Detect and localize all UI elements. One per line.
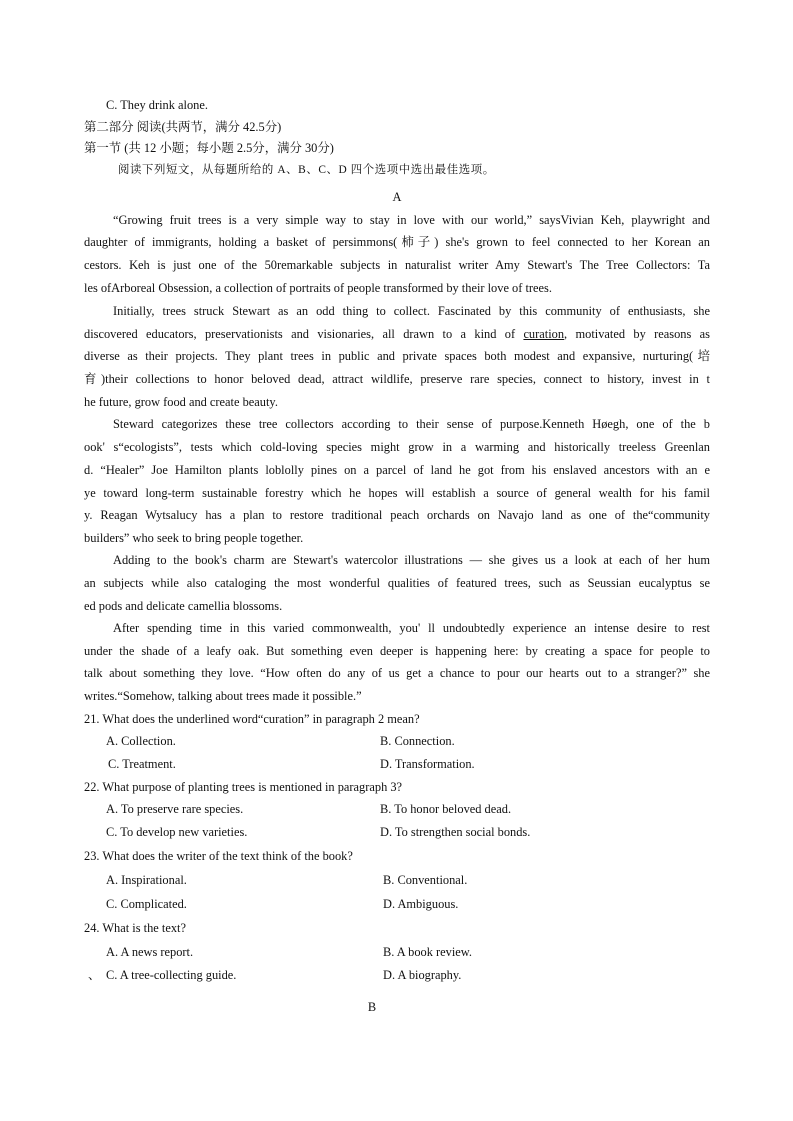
paragraph-3-line: builders” who seek to bring people together.: [84, 531, 304, 545]
question-21-stem: 21. What does the underlined word“curation” in paragraph 2 mean?: [84, 712, 420, 726]
question-22-option-a: A. To preserve rare species.: [106, 802, 244, 816]
passage-a-label: A: [392, 190, 402, 204]
question-24-option-d: D. A biography.: [383, 968, 462, 982]
paragraph-1-line: cestors. Keh is just one of the 50remarkable subjects in naturalist writer Amy Stewart's The Tree Collectors: Ta: [84, 258, 710, 272]
paragraph-5-line: talk about something they love. “How often do any of us get a chance to pour our hearts out to a stranger?” she: [84, 666, 710, 680]
question-24-option-a: A. A news report.: [106, 945, 194, 959]
underlined-word-curation: curation: [523, 327, 565, 341]
paragraph-3-line: y. Reagan Wytsalucy has a plan to restore traditional peach orchards on Navajo land as one of the“community: [84, 508, 710, 522]
paragraph-2-line: 育)their collections to honor beloved dead, attract wildlife, preserve rare species, connect to history, invest in t: [84, 372, 710, 386]
paragraph-3-line: d. “Healer” Joe Hamilton plants loblolly pines on a parcel of land he got from his enslaved ancestors with an e: [84, 463, 710, 477]
previous-option-c: C. They drink alone.: [106, 98, 208, 112]
paragraph-5-line: After spending time in this varied commonwealth, you' ll undoubtedly experience an intense desire to rest: [113, 621, 710, 635]
paragraph-4-line: Adding to the book's charm are Stewart's watercolor illustrations — she gives us a look at each of her hum: [113, 553, 710, 567]
paragraph-2-line: [84, 323, 710, 346]
passage-b-label: B: [367, 1000, 377, 1014]
question-24-stem: 24. What is the text?: [84, 921, 186, 935]
question-24-option-b: B. A book review.: [383, 945, 473, 959]
question-21-option-d: D. Transformation.: [380, 757, 475, 771]
paragraph-3-line: ye toward long-term sustainable forestry which he hopes will establish a source of general wealth for his famil: [84, 486, 710, 500]
question-21-option-a: A. Collection.: [106, 734, 176, 748]
paragraph-2-text: , motivated by reasons as: [564, 327, 710, 341]
question-22-option-c: C. To develop new varieties.: [106, 825, 248, 839]
paragraph-1-line: “Growing fruit trees is a very simple way to stay in love with our world,” saysVivian Keh, playwright and: [113, 213, 710, 227]
question-24-option-c: C. A tree-collecting guide.: [106, 968, 237, 982]
question-23-option-a: A. Inspirational.: [106, 873, 187, 887]
question-22-option-b: B. To honor beloved dead.: [380, 802, 512, 816]
instructions: 阅读下列短文，从每题所给的 A、B、C、D 四个选项中选出最佳选项。: [118, 164, 495, 176]
question-21-option-b: B. Connection.: [380, 734, 455, 748]
question-23-option-d: D. Ambiguous.: [383, 897, 459, 911]
question-23-option-c: C. Complicated.: [106, 897, 187, 911]
paragraph-2-line: Initially, trees struck Stewart as an odd thing to collect. Fascinated by this community of enthusiasts, she: [113, 304, 710, 318]
question-22-option-d: D. To strengthen social bonds.: [380, 825, 531, 839]
paragraph-5-line: under the shade of a leafy oak. But something even deeper is happening here: by creating a space for people to: [84, 644, 710, 658]
question-23-stem: 23. What does the writer of the text think of the book?: [84, 849, 353, 863]
section-one-heading: 第一节 (共 12 小题；每小题 2.5分，满分 30分): [84, 141, 334, 155]
paragraph-2-line: he future, grow food and create beauty.: [84, 395, 278, 409]
paragraph-2-text: discovered educators, preservationists and visionaries, all drawn to a kind of: [84, 327, 524, 341]
paragraph-3-line: ook' s“ecologists”, tests which cold-loving species might grow in a warming and historically treeless Greenlan: [84, 440, 710, 454]
part-two-heading: 第二部分 阅读(共两节，满分 42.5分): [84, 120, 282, 134]
paragraph-4-line: ed pods and delicate camellia blossoms.: [84, 599, 283, 613]
stray-mark: 、: [88, 968, 101, 982]
paragraph-1-line: les ofArboreal Obsession, a collection of portraits of people transformed by their love of trees.: [84, 281, 552, 295]
paragraph-2-line: diverse as their projects. They plant trees in public and private spaces both modest and expansive, nurturing(培: [84, 349, 710, 363]
question-21-option-c: C. Treatment.: [108, 757, 176, 771]
question-23-option-b: B. Conventional.: [383, 873, 468, 887]
question-22-stem: 22. What purpose of planting trees is mentioned in paragraph 3?: [84, 780, 403, 794]
paragraph-3-line: Steward categorizes these tree collectors according to their sense of purpose.Kenneth Høegh, one of the b: [113, 417, 710, 431]
paragraph-5-line: writes.“Somehow, talking about trees made it possible.”: [84, 689, 362, 703]
paragraph-1-line: daughter of immigrants, holding a basket of persimmons(柿子) she's grown to feel connected to her Korean an: [84, 235, 710, 249]
paragraph-4-line: an subjects while also cataloging the most wonderful qualities of featured trees, such as Seussian eucalyptus se: [84, 576, 710, 590]
